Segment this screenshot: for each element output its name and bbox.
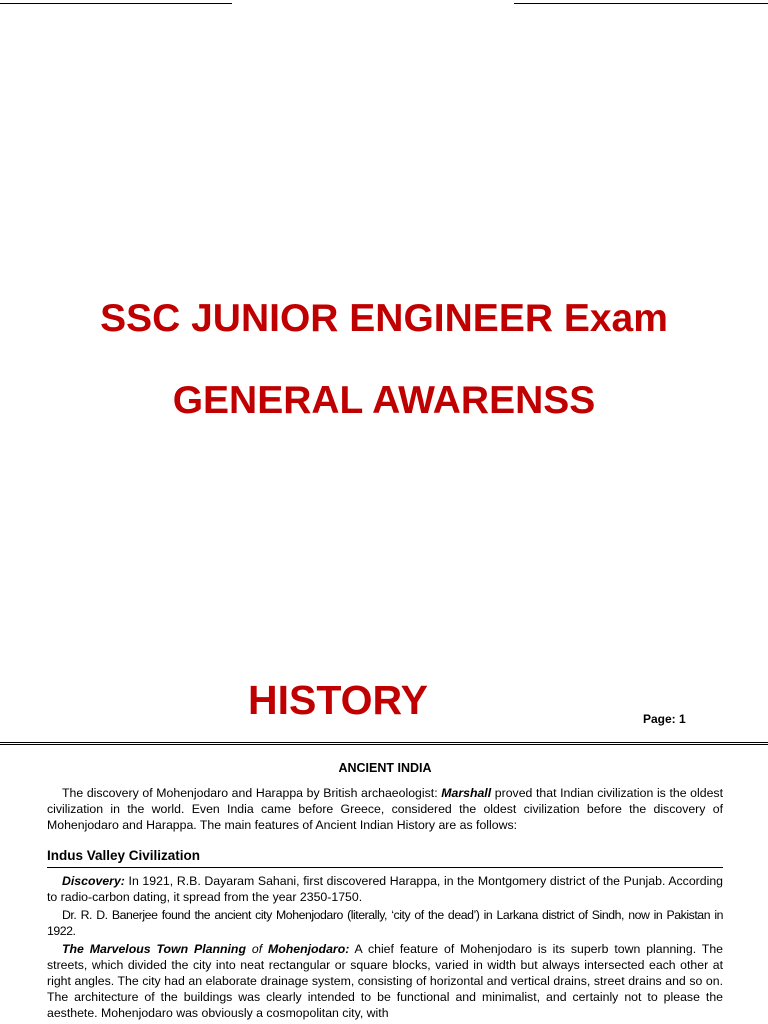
cover-title-exam: SSC JUNIOR ENGINEER Exam	[100, 297, 668, 340]
top-rule-right	[514, 3, 768, 4]
intro-paragraph	[47, 785, 723, 833]
cover-title-history: HISTORY	[248, 677, 428, 723]
town-planning-text: A chief feature of Mohenjodaro is its superb town planning. The streets, which divided the city into neat rectangular or square blocks, varied in width but always intersected each other at right angles. The city had an elaborate drainage system, consisting of horizontal and vertical drains, street drains and so on. The architecture of the buildings was clearly intended to be functional and minimalist, and certainly not to please the aesthete. Mohenjodaro was obviously a cosmopolitan city, with	[47, 942, 723, 1020]
discovery-label: Discovery:	[62, 874, 125, 888]
town-planning-label-city: Mohenjodaro:	[268, 942, 350, 956]
page-divider	[0, 742, 768, 745]
page-number: Page: 1	[643, 712, 686, 726]
town-planning-of: of	[245, 942, 269, 956]
town-planning-paragraph	[47, 941, 723, 1021]
discovery-paragraph	[47, 873, 723, 905]
banerjee-paragraph: Dr. R. D. Banerjee found the ancient city Mohenjodaro (literally, ‘city of the dead’) in Larkana district of Sindh, now in Pakistan in 1922.	[47, 908, 723, 938]
subsection-heading: Indus Valley Civilization	[47, 847, 723, 868]
document-body	[47, 760, 723, 1021]
cover-title-subject: GENERAL AWARENSS	[172, 379, 596, 422]
intro-marshall: Marshall	[441, 786, 492, 800]
town-planning-label: The Marvelous Town Planning	[62, 942, 246, 956]
section-title: ANCIENT INDIA	[338, 761, 432, 775]
top-rule-left	[0, 3, 232, 4]
discovery-text: In 1921, R.B. Dayaram Sahani, first discovered Harappa, in the Montgomery district of the Punjab. According to radio-carbon dating, it spread from the year 2350-1750.	[47, 874, 723, 904]
intro-text-end: proved that Indian civilization is the oldest civilization in the world. Even India came before Greece, considered the oldest civilization before the discovery of Mohenjodaro and Harappa. The main features of Ancient Indian History are as follows:	[47, 786, 723, 832]
intro-text-start: The discovery of Mohenjodaro and Harappa by British archaeologist:	[62, 786, 442, 800]
